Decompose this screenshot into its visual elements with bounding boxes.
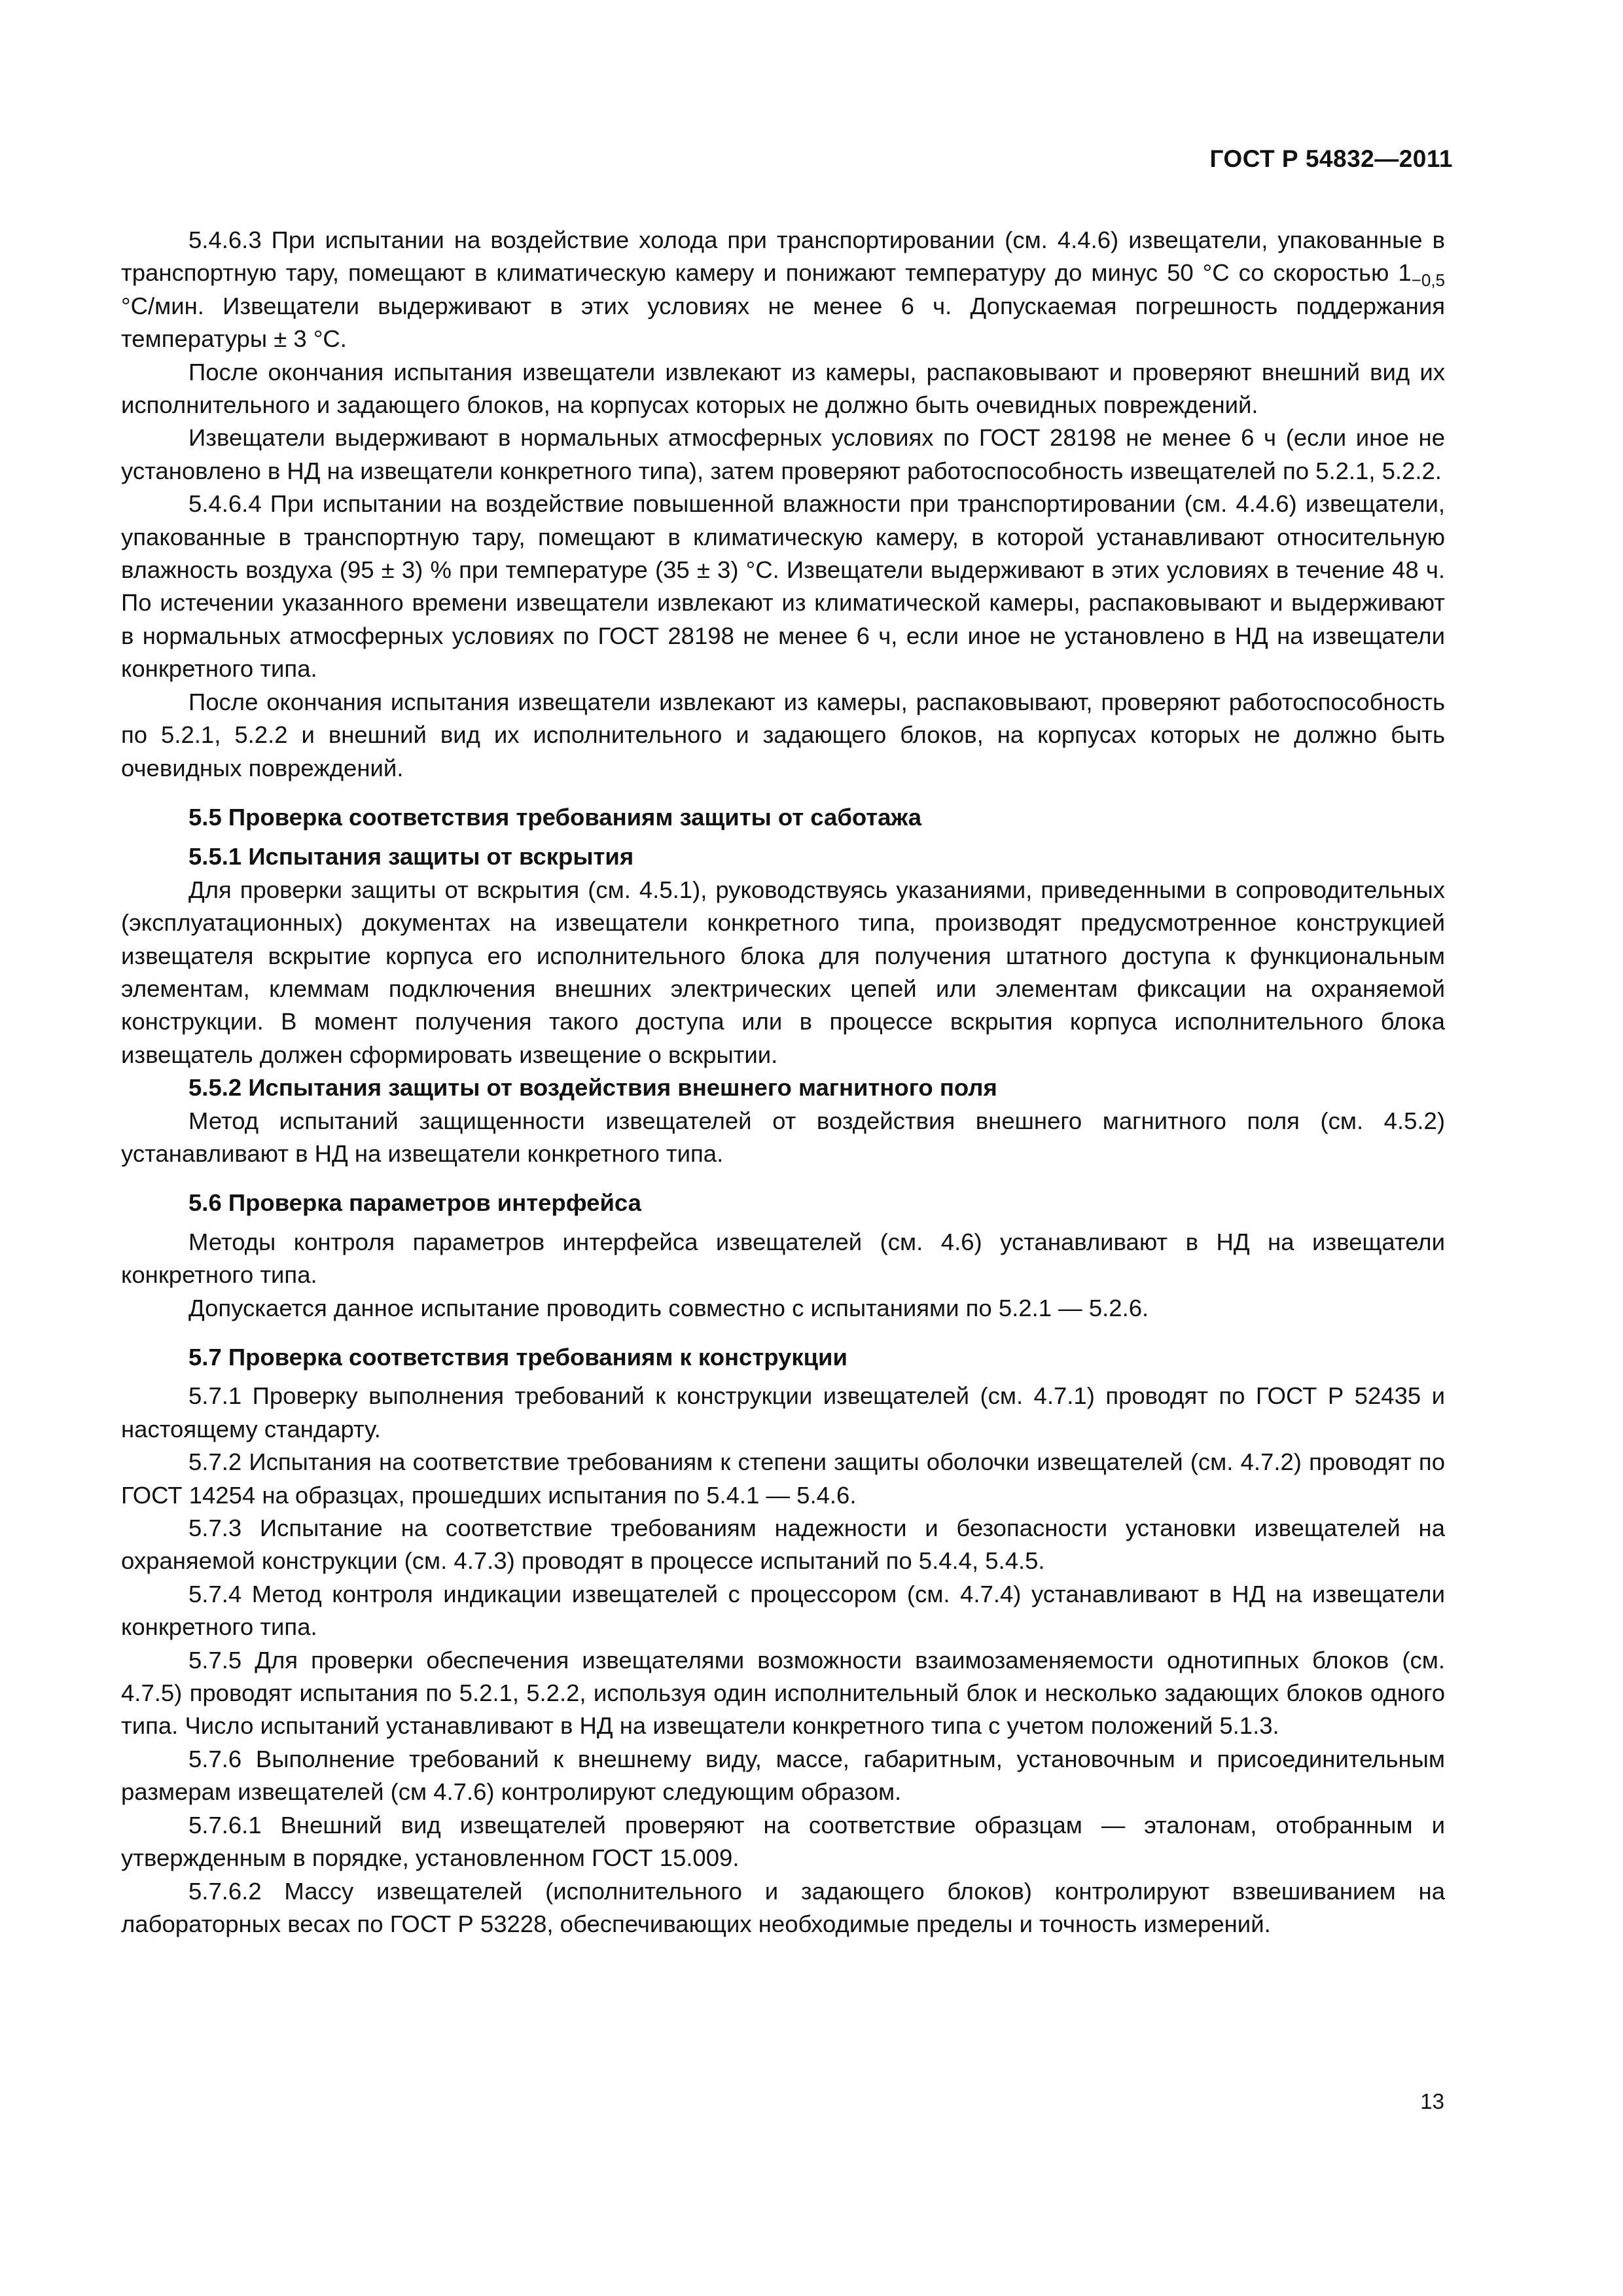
paragraph: Для проверки защиты от вскрытия (см. 4.5.1), руководствуясь указаниями, приведенными в сопроводительных (эксплуатационных) документах на извещатели конкретного типа, производят предусмотренное конструкцией извещателя вскрытие корпуса его исполнительного блока для получения штатного доступа к функциональным элементам, клеммам подключения внешних электрических цепей или элементам фиксации на охраняемой конструкции. В момент получения такого доступа или в процессе вскрытия корпуса исполнительного блока извещатель должен сформировать извещение о вскрытии.: [121, 876, 1445, 1068]
paragraph: Допускается данное испытание проводить совместно с испытаниями по 5.2.1 — 5.2.6.: [188, 1294, 1149, 1321]
paragraph: После окончания испытания извещатели извлекают из камеры, распаковывают, проверяют работоспособность по 5.2.1, 5.2.2 и внешний вид их исполнительного и задающего блоков, на корпусах которых не должно быть очевидных повреждений.: [121, 688, 1445, 781]
subscript-tolerance: −0,5: [1411, 270, 1445, 291]
paragraph-5-7-4: 5.7.4 Метод контроля индикации извещателей с процессором (см. 4.7.4) устанавливают в НД на извещатели конкретного типа.: [121, 1580, 1445, 1641]
paragraph-5-4-6-3: [121, 224, 1445, 356]
section-heading-5-7: 5.7 Проверка соответствия требованиям к конструкции: [188, 1344, 847, 1371]
paragraph-5-4-6-4: 5.4.6.4 При испытании на воздействие повышенной влажности при транспортировании (см. 4.4.6) извещатели, упакованные в транспортную тару, помещают в климатическую камеру, в которой устанавливают относительную влажность воздуха (95 ± 3) % при температуре (35 ± 3) °С. Извещатели выдерживают в этих условиях в течение 48 ч. По истечении указанного времени извещатели извлекают из климатической камеры, распаковывают и выдерживают в нормальных атмосферных условиях по ГОСТ 28198 не менее 6 ч, если иное не установлено в НД на извещатели конкретного типа.: [121, 490, 1445, 683]
paragraph-5-7-6-2: 5.7.6.2 Массу извещателей (исполнительного и задающего блоков) контролируют взвешиванием на лабораторных весах по ГОСТ Р 53228, обеспечивающих необходимые пределы и точность измерений.: [121, 1877, 1445, 1937]
text-run: °С/мин. Извещатели выдерживают в этих условиях не менее 6 ч. Допускаемая погрешность поддержания температуры ± 3 °С.: [121, 292, 1445, 353]
text-run: 5.4.6.3 При испытании на воздействие холода при транспортировании (см. 4.4.6) извещатели, упакованные в транспортную тару, помещают в климатическую камеру и понижают температуру до минус 50 °С со скоростью 1: [121, 226, 1445, 287]
section-heading-5-5: 5.5 Проверка соответствия требованиям защиты от саботажа: [188, 803, 922, 831]
paragraph-5-7-6-1: 5.7.6.1 Внешний вид извещателей проверяют на соответствие образцам — эталонам, отобранным и утвержденным в порядке, установленном ГОСТ 15.009.: [121, 1811, 1445, 1872]
paragraph: Метод испытаний защищенности извещателей от воздействия внешнего магнитного поля (см. 4.5.2) устанавливают в НД на извещатели конкретного типа.: [121, 1107, 1445, 1167]
page-number: 13: [1420, 2089, 1444, 2113]
document-body: [121, 224, 1445, 1941]
paragraph-5-7-3: 5.7.3 Испытание на соответствие требованиям надежности и безопасности установки извещателей на охраняемой конструкции (см. 4.7.3) проводят в процессе испытаний по 5.4.4, 5.4.5.: [121, 1515, 1445, 1575]
paragraph: После окончания испытания извещатели извлекают из камеры, распаковывают и проверяют внешний вид их исполнительного и задающего блоков, на корпусах которых не должно быть очевидных повреждений.: [121, 358, 1445, 419]
paragraph: Извещатели выдерживают в нормальных атмосферных условиях по ГОСТ 28198 не менее 6 ч (если иное не установлено в НД на извещатели конкретного типа), затем проверяют работоспособность извещателей по 5.2.1, 5.2.2.: [121, 424, 1445, 484]
section-heading-5-6: 5.6 Проверка параметров интерфейса: [188, 1189, 641, 1217]
subsection-heading-5-5-1: 5.5.1 Испытания защиты от вскрытия: [188, 843, 634, 870]
subsection-heading-5-5-2: 5.5.2 Испытания защиты от воздействия внешнего магнитного поля: [188, 1074, 997, 1102]
paragraph-5-7-5: 5.7.5 Для проверки обеспечения извещателями возможности взаимозаменяемости однотипных блоков (см. 4.7.5) проводят испытания по 5.2.1, 5.2.2, используя один исполнительный блок и несколько задающих блоков одного типа. Число испытаний устанавливают в НД на извещатели конкретного типа с учетом положений 5.1.3.: [121, 1646, 1445, 1740]
document-code: ГОСТ Р 54832—2011: [1209, 145, 1453, 172]
paragraph-5-7-1: 5.7.1 Проверку выполнения требований к конструкции извещателей (см. 4.7.1) проводят по ГОСТ Р 52435 и настоящему стандарту.: [121, 1382, 1445, 1443]
paragraph-5-7-6: 5.7.6 Выполнение требований к внешнему виду, массе, габаритным, установочным и присоединительным размерам извещателей (см 4.7.6) контролируют следующим образом.: [121, 1745, 1445, 1806]
paragraph-5-7-2: 5.7.2 Испытания на соответствие требованиям к степени защиты оболочки извещателей (см. 4.7.2) проводят по ГОСТ 14254 на образцах, прошедших испытания по 5.4.1 — 5.4.6.: [121, 1448, 1445, 1509]
paragraph: Методы контроля параметров интерфейса извещателей (см. 4.6) устанавливают в НД на извещатели конкретного типа.: [121, 1228, 1445, 1289]
